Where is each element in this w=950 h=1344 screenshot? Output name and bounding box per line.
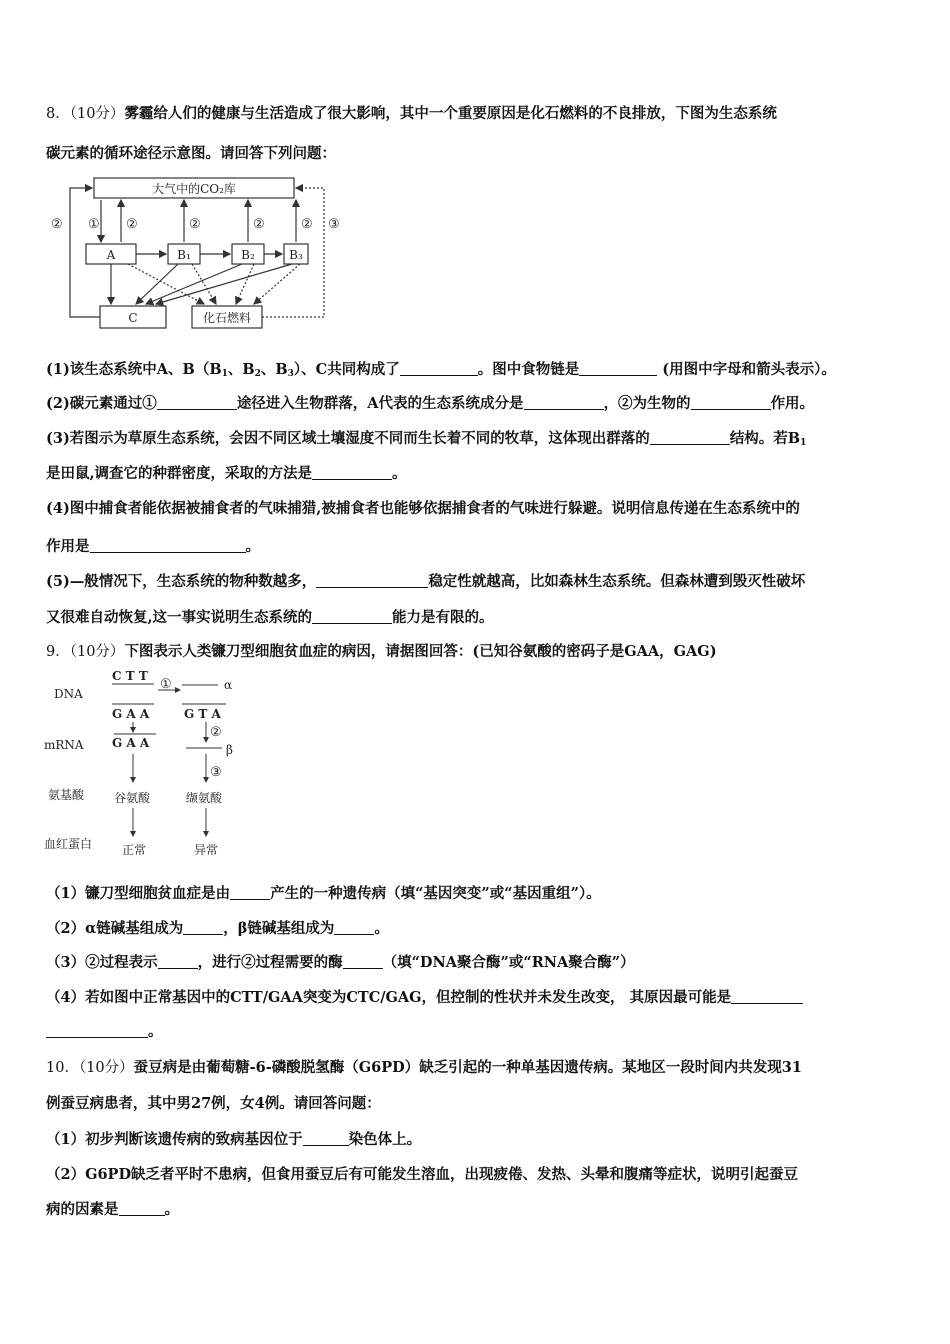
mrna-codon: G A A xyxy=(112,736,150,750)
q10-number: 10． xyxy=(46,1060,79,1076)
q9-part4-line2: 。 xyxy=(46,1020,163,1041)
q10-intro-line1: 10．（10分）蚕豆病是由葡萄糖-6-磷酸脱氢酶（G6PD）缺乏引起的一种单基因遗传病。某地区一段时间内共发现31 xyxy=(46,1059,802,1076)
q10-1-blank[interactable] xyxy=(303,1131,349,1147)
q8-intro-text2: 碳元素的循环途径示意图。请回答下列问题： xyxy=(46,145,336,162)
q8-2-blank-c[interactable] xyxy=(691,395,771,411)
box-b1-label: B₁ xyxy=(177,248,191,262)
row-label-mrna: mRNA xyxy=(44,738,84,752)
q8-intro-text1: 雾霾给人们的健康与生活造成了很大影响，其中一个重要原因是化石燃料的不良排放，下图为生态系统 xyxy=(124,105,777,122)
amino-acid-abnormal: 缬氨酸 xyxy=(186,791,223,805)
q8-number: 8． xyxy=(46,106,70,122)
q10-2-blank[interactable] xyxy=(119,1201,165,1217)
mutant-bottom-strand: G T A xyxy=(184,707,221,721)
q8-1-blank-a[interactable] xyxy=(400,361,478,377)
circle-2-b1: ② xyxy=(189,217,201,232)
carbon-cycle-diagram xyxy=(46,172,346,332)
q8-score: （10分） xyxy=(69,106,125,122)
q8-intro-line1 xyxy=(46,102,777,123)
box-b3-label: B₃ xyxy=(289,248,303,262)
q10-intro-line2: 例蚕豆病患者，其中男27例，女4例。请回答问题： xyxy=(46,1095,381,1112)
step-1-marker: ① xyxy=(160,677,172,692)
q10-part2-line1: （2）G6PD缺乏者平时不患病，但食用蚕豆后有可能发生溶血，出现疲倦、发热、头晕和腹痛等症状，说明引起蚕豆 xyxy=(46,1166,799,1183)
circle-2-a: ② xyxy=(126,217,138,232)
q9-intro: 9．（10分）下图表示人类镰刀型细胞贫血症的病因，请据图回答：(已知谷氨酸的密码子是GAA，GAG) xyxy=(46,643,717,660)
q8-part5-line1: (5)—般情况下，生态系统的物种数越多， 稳定性就越高，比如森林生态系统。但森林遭到毁灭性破坏 xyxy=(46,573,806,590)
box-b2-label: B₂ xyxy=(241,248,255,262)
circle-3: ③ xyxy=(328,217,340,232)
q8-part4-line1: (4)图中捕食者能依据被捕食者的气味捕猎,被捕食者也能够依据捕食者的气味进行躲避。说明信息传递在生态系统中的 xyxy=(46,500,800,517)
q8-4-blank[interactable] xyxy=(90,538,246,554)
q8-1-blank-b[interactable] xyxy=(579,361,657,377)
circle-2-b2: ② xyxy=(253,217,265,232)
box-a-label: A xyxy=(106,248,116,262)
dna-top-strand: C T T xyxy=(112,669,148,683)
q9-part1: （1）镰刀型细胞贫血症是由 产生的一种遗传病（填“基因突变”或“基因重组”）。 xyxy=(46,885,601,902)
dna-bottom-strand: G A A xyxy=(112,707,150,721)
q8-5-blank-a[interactable] xyxy=(316,573,428,589)
q8-part2: (2)碳元素通过① 途径进入生物群落，A代表的生态系统成分是 ，②为生物的 作用。 xyxy=(46,395,815,412)
q8-part4-line2: 作用是 。 xyxy=(46,538,260,555)
box-c-label: C xyxy=(128,311,138,325)
q10-score: （10分） xyxy=(78,1060,134,1076)
sickle-cell-diagram xyxy=(40,664,260,864)
circle-1-a: ① xyxy=(88,217,100,232)
q10-part1: （1）初步判断该遗传病的致病基因位于 染色体上。 xyxy=(46,1131,422,1148)
q8-part1: (1)该生态系统中A、$B(B_1$、$B_2$、$B_3$）、C共同构成了 。图中食物链是 (用图中字母和箭头表示）。 xyxy=(46,361,836,379)
q8-2-blank-a[interactable] xyxy=(157,395,237,411)
q9-2-blank-b[interactable] xyxy=(334,920,374,936)
circle-2-c: ② xyxy=(51,217,63,232)
q10-part2-line2: 病的因素是 。 xyxy=(46,1201,179,1218)
q9-2-blank-a[interactable] xyxy=(183,920,223,936)
step-3-marker: ③ xyxy=(210,765,222,780)
q9-part4-line1: （4）若如图中正常基因中的CTT/GAA突变为CTC/GAG，但控制的性状并未发生改变， 其原因最可能是 xyxy=(46,986,803,1007)
alpha-chain-label: α xyxy=(224,678,233,692)
step-2-marker: ② xyxy=(210,725,222,740)
box-fossil-fuel-label: 化石燃料 xyxy=(202,311,252,325)
circle-2-b3: ② xyxy=(301,217,313,232)
row-label-amino-acid: 氨基酸 xyxy=(48,788,85,802)
row-label-dna: DNA xyxy=(54,687,83,701)
q8-3-blank-a[interactable] xyxy=(650,430,730,446)
hemoglobin-abnormal: 异常 xyxy=(194,843,219,857)
q9-number: 9． xyxy=(46,644,70,660)
q8-5-blank-b[interactable] xyxy=(312,609,392,625)
q8-part3-line2: 是田鼠,调查它的种群密度，采取的方法是 。 xyxy=(46,465,407,482)
q9-score: （10分） xyxy=(69,644,125,660)
q9-4-blank-a[interactable] xyxy=(731,989,803,1005)
beta-chain-label: β xyxy=(226,743,233,757)
atmosphere-co2-label: 大气中的CO₂库 xyxy=(152,182,236,196)
q8-3-blank-b[interactable] xyxy=(312,465,392,481)
q9-4-blank-b[interactable] xyxy=(46,1023,148,1039)
amino-acid-normal: 谷氨酸 xyxy=(114,791,151,805)
q9-part2: （2）α链碱基组成为 ，β链碱基组成为 。 xyxy=(46,920,389,937)
q8-2-blank-b[interactable] xyxy=(524,395,604,411)
row-label-hemoglobin: 血红蛋白 xyxy=(44,837,93,851)
q9-3-blank-b[interactable] xyxy=(343,954,383,970)
q8-part3-line1: (3)若图示为草原生态系统，会因不同区域土壤湿度不同而生长着不同的牧草，这体现出群落的 结构。若$B_1$ xyxy=(46,430,807,448)
q9-1-blank[interactable] xyxy=(230,885,270,901)
q9-3-blank-a[interactable] xyxy=(158,954,198,970)
q8-intro-line2 xyxy=(46,142,336,163)
q8-part5-line2: 又很难自动恢复,这一事实说明生态系统的 能力是有限的。 xyxy=(46,609,494,626)
hemoglobin-normal: 正常 xyxy=(122,843,147,857)
q9-part3: （3）②过程表示 ，进行②过程需要的酶 （填“DNA聚合酶”或“RNA聚合酶”） xyxy=(46,954,635,971)
